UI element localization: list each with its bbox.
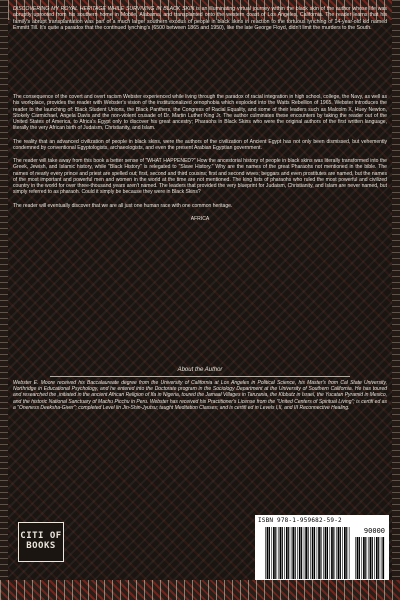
synopsis-paragraph: The consequence of the covert and overt racism Webster experienced while living through the paradox of racial integration in high school, college, the Navy, as well as his workplace, provides the reader with Webster's vision of the institutionalized xenophobia which exploded into the Watts Rebellion of 1965. Webster introduces the reader to the launching of: Black Student Unions, the Black Panthers, the Congress of Racial Equality, and some of their leaders such as Malcolm X, Huey Newton, Stokely Carmichael, Angela Davis and the non-violent crusade of Dr. Martin Luther King Jr. The author culminates these encounters by taking the reader out of the United States of America, to Africa's Egypt only to discover his great ancestry; Pharaohs in Black Skins who were the original authors of the first written language, literally the very African birth of Judaism, Christianity, and Islam.	[13, 94, 387, 132]
isbn-label: ISBN 978-1-959682-59-2	[258, 517, 342, 524]
about-author-heading: About the Author	[177, 367, 223, 373]
side-pattern-right	[392, 0, 400, 600]
publisher-logo	[18, 522, 64, 562]
publisher-logo-line1: CITI OF	[20, 531, 62, 541]
publisher-logo-line2: BOOKS	[26, 541, 56, 551]
tribal-border-bottom	[0, 580, 400, 600]
synopsis-intro	[13, 6, 387, 39]
barcode-addon-bars	[355, 537, 385, 579]
synopsis-paragraph: The reality that an advanced civilization of people in black skins, were the authors of the civilization of Ancient Egypt has not only been dismissed, but vehemently condemned by conventional Egyptologists, archaeologists, and even the present Arabian Egyptian government.	[13, 138, 387, 151]
side-pattern-left	[0, 0, 8, 600]
synopsis-body	[13, 94, 387, 229]
about-divider	[50, 376, 350, 377]
barcode-main-bars	[265, 527, 351, 579]
synopsis-paragraph: The reader will eventually discover that we are all just one human race with one common heritage.	[13, 202, 233, 209]
africa-line: AFRICA	[190, 215, 210, 222]
synopsis-paragraph: The reader will take away from this book a better sense of "WHAT HAPPENED?" How the ancestorial history of people in black skins was literally transformed into the Greek, Jewish, and Islamic history, while "Black History" is relegated to "Slave History." Why are the names of the great Pharaohs not mentioned in the bible. The names of nearly every prince and priest are spelled out; first, second and third cousins; first and second wives; beggars and even prostitutes are named, but the names of the most important and powerful men and women in the world at the time are not mentioned. The king lists of pharaohs who ruled the most powerful and civilized country in the world for over three-thousand years aren't named. The leaders that provided the very blueprint for Judaism, Christianity, and Islam are never named, but simply referred to as pharaoh. Could it simply be because they were in Black Skins?	[13, 158, 387, 196]
author-bio	[13, 380, 387, 418]
price-code: 90000	[363, 527, 385, 535]
book-title: DISCOVERING MY ROYAL HERITAGE WHILE SURVIVING IN BLACK SKIN	[13, 6, 195, 12]
intro-text: is an illuminating virtual journey within the black skin of the author whose life was abruptly uprooted from his southern home in Mobile, Alabama, and transplanted onto the western coast of Los Angeles, California. The reader learns that his family's abrupt transplantation was part of a much larger southern exodus of people in black skins in reaction to the tortuous lynching of 14-year-old kid named Emmitt Till. It's quite a paradox that the continued lynching's (6500 between 1865 and 1950), like the late George Floyd, didn't limit the murders to the South.	[13, 6, 387, 32]
author-bio-text: Webster E. Moore received his Baccalaureate degree from the University of California at Los Angeles in Political Science, his Master's from Cal State University, Northridge in Educational Psychology, and he entered into the Doctorate program in the Sociology Department at the University of Southern California. He has toured and researched the ,initiated in the ancient African Religion of Ifa in Nigeria, toured the Jamaal Villages in Tanzania, the Kibbutz in Israel, the Yucatan Pyramid in Mexico, and the historic National Sanctuary of Machu Picchu in Peru. Webster has received his Practitioner's License from the "United Centers of Spiritual Living"; is certifi ed as a "Oneness Deeksha-Giver"; completed Level lin Jin-Shin-Jyutsu; taught Meditation Classes; and is certifi ed in Levels I,II, and III Reconnective Healing.	[13, 380, 387, 411]
